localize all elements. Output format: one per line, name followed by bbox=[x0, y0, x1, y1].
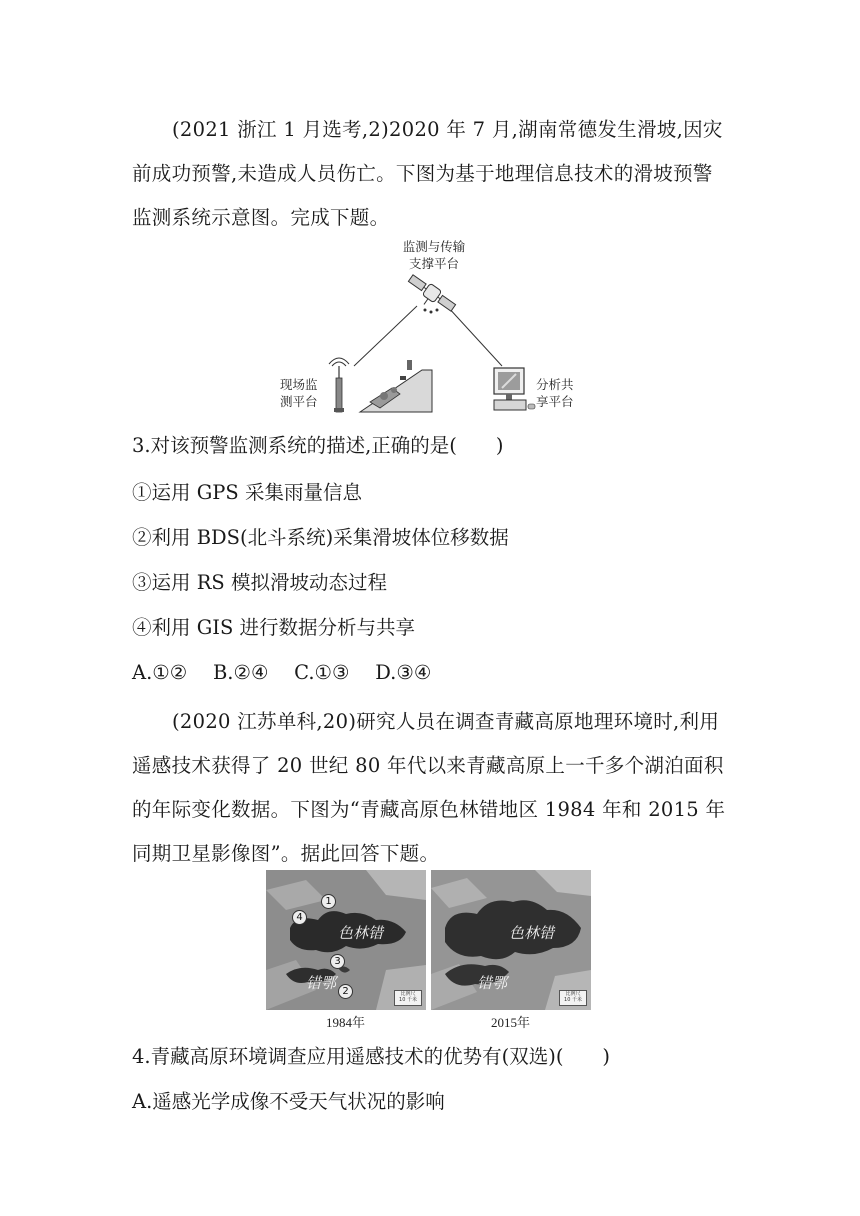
q3-option-3: ③运用 RS 模拟滑坡动态过程 bbox=[132, 571, 387, 594]
computer-icon bbox=[494, 368, 535, 410]
caption-1984: 1984年 bbox=[326, 1015, 366, 1030]
q3-option-4: ④利用 GIS 进行数据分析与共享 bbox=[132, 616, 416, 639]
link-left-line bbox=[354, 306, 417, 366]
q3-option-2: ②利用 BDS(北斗系统)采集滑坡体位移数据 bbox=[132, 526, 509, 549]
satellite-image-2015 bbox=[431, 870, 591, 1010]
landslide-monitoring-diagram bbox=[272, 238, 592, 416]
caption-2015: 2015年 bbox=[491, 1015, 531, 1030]
onsite-platform-label: 现场监 测平台 bbox=[280, 377, 318, 409]
marker-4: 4 bbox=[292, 910, 307, 925]
lake-label-cuo-e-1984: 错鄂 bbox=[306, 976, 337, 992]
lake-label-selin-co-2015: 色林错 bbox=[509, 926, 555, 942]
q4-option-a: A.遥感光学成像不受天气状况的影响 bbox=[132, 1090, 445, 1113]
q4-stem: 4.青藏高原环境调查应用遥感技术的优势有(双选)( ) bbox=[132, 1045, 611, 1068]
q3-stem: 3.对该预警监测系统的描述,正确的是( ) bbox=[132, 434, 504, 457]
marker-3: 3 bbox=[330, 954, 345, 969]
satellite-image-1984 bbox=[266, 870, 426, 1010]
lake-label-selin-co-1984: 色林错 bbox=[338, 926, 384, 942]
q3-option-1: ①运用 GPS 采集雨量信息 bbox=[132, 481, 362, 504]
link-right-line bbox=[447, 306, 502, 366]
monitoring-tower-icon bbox=[329, 358, 349, 412]
landslide-slope-icon bbox=[360, 360, 432, 412]
scale-legend-2015: 比例尺 10 千米 bbox=[559, 990, 587, 1006]
marker-1: 1 bbox=[321, 894, 336, 909]
marker-2: 2 bbox=[338, 984, 353, 999]
lake-label-cuo-e-2015: 错鄂 bbox=[477, 976, 508, 992]
q3-answer-choices: A.①② B.②④ C.①③ D.③④ bbox=[132, 661, 432, 684]
analysis-platform-label: 分析共 享平台 bbox=[536, 377, 574, 409]
q3-intro-paragraph: (2021 浙江 1 月选考,2)2020 年 7 月,湖南常德发生滑坡,因灾前成功预警,未造成人员伤亡。下图为基于地理信息技术的滑坡预警监测系统示意图。完成下题。 bbox=[132, 118, 723, 229]
support-platform-label: 监测与传输 支撑平台 bbox=[402, 239, 466, 271]
q4-intro-paragraph: (2020 江苏单科,20)研究人员在调查青藏高原地理环境时,利用遥感技术获得了 20 世纪 80 年代以来青藏高原上一千多个湖泊面积的年际变化数据。下图为“青藏高原色林错地区 1984 年和 2015 年同期卫星影像图”。据此回答下题。 bbox=[132, 710, 726, 865]
scale-legend-1984: 比例尺 10 千米 bbox=[394, 990, 422, 1006]
